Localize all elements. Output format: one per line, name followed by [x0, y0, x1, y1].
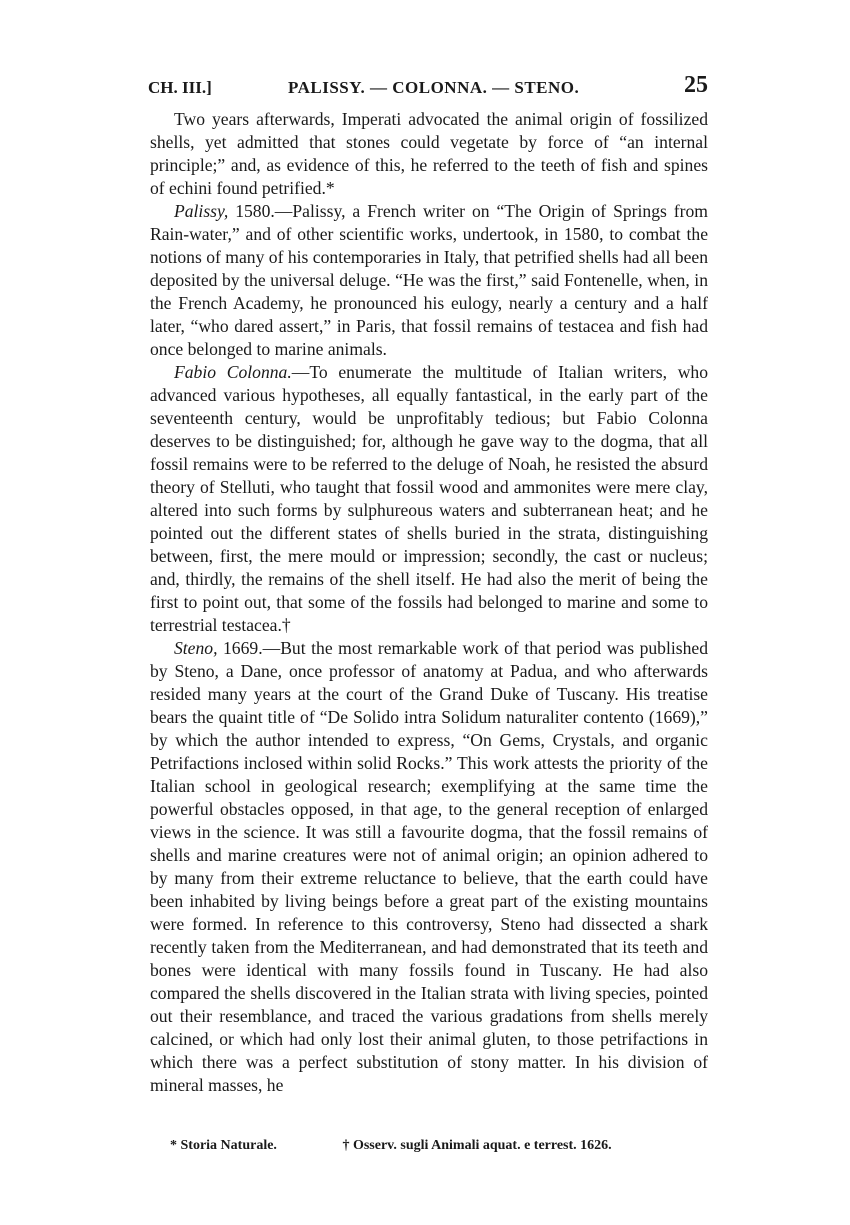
footnotes [170, 1138, 690, 1154]
paragraph-lead: Fabio Colonna. [174, 362, 292, 382]
chapter-label: CH. III.] [148, 78, 212, 97]
paragraph-text: 1669.—But the most remarkable work of that period was published by Steno, a Dane, once professor of anatomy at Padua, and who afterwards resided many years at the court of the Grand Duke of Tuscany. His treatise bears the quaint title of “De Solido intra Solidum naturaliter contento (1669),” by which the author intended to express, “On Gems, Crystals, and organic Petrifactions inclosed within solid Rocks.” This work attests the priority of the Italian school in geological research; exemplifying at the same time the powerful obstacles opposed, in that age, to the general reception of enlarged views in the science. It was still a favourite dogma, that the fossil remains of shells and marine creatures were not of animal origin; an opinion adhered to by many from their extreme reluctance to believe, that the earth could have been inhabited by living beings before a great part of the existing mountains were formed. In reference to this controversy, Steno had dissected a shark recently taken from the Mediterranean, and had demonstrated that its teeth and bones were identical with many fossils found in Tuscany. He had also compared the shells discovered in the Italian strata with living species, pointed out their resemblance, and traced the various gradations from shells merely calcined, or which had only lost their animal gluten, to those petrifactions in which there was a perfect substitution of stony matter. In his division of mineral masses, he [150, 638, 708, 1095]
paragraph-colonna [150, 361, 708, 637]
paragraph-imperati [150, 108, 708, 200]
running-header [148, 74, 708, 104]
paragraph-lead: Palissy, [174, 201, 229, 221]
paragraph-text: 1580.—Palissy, a French writer on “The Origin of Springs from Rain-water,” and of other scientific works, undertook, in 1580, to combat the notions of many of his contemporaries in Italy, that petrified shells had all been deposited by the universal deluge. “He was the first,” said Fontenelle, when, in the French Academy, he pronounced his eulogy, nearly a century and a half later, “who dared assert,” in Paris, that fossil remains of testacea and fish had once belonged to marine animals. [150, 201, 708, 359]
body-text [150, 108, 708, 1097]
page-number: 25 [684, 72, 708, 98]
footnote-storia: * Storia Naturale. [170, 1138, 277, 1153]
paragraph-palissy [150, 200, 708, 361]
paragraph-lead: Steno, [174, 638, 218, 658]
paragraph-text: Two years afterwards, Imperati advocated the animal origin of fossilized shells, yet admitted that stones could vegetate by force of “an internal principle;” and, as evidence of this, he referred to the teeth of fish and spines of echini found petrified.* [150, 109, 708, 198]
paragraph-steno [150, 637, 708, 1097]
running-title: PALISSY. — COLONNA. — STENO. [288, 78, 580, 97]
footnote-osserv: † Osserv. sugli Animali aquat. e terrest. 1626. [342, 1138, 612, 1153]
paragraph-text: —To enumerate the multitude of Italian writers, who advanced various hypotheses, all equally fantastical, in the early part of the seventeenth century, would be unprofitably tedious; but Fabio Colonna deserves to be distinguished; for, although he gave way to the dogma, that all fossil remains were to be referred to the deluge of Noah, he resisted the absurd theory of Stelluti, who taught that fossil wood and ammonites were mere clay, altered into such forms by sulphureous waters and subterranean heat; and he pointed out the different states of shells buried in the strata, distinguishing between, first, the mere mould or impression; secondly, the cast or nucleus; and, thirdly, the remains of the shell itself. He had also the merit of being the first to point out, that some of the fossils had belonged to marine and some to terrestrial testacea.† [150, 362, 708, 635]
